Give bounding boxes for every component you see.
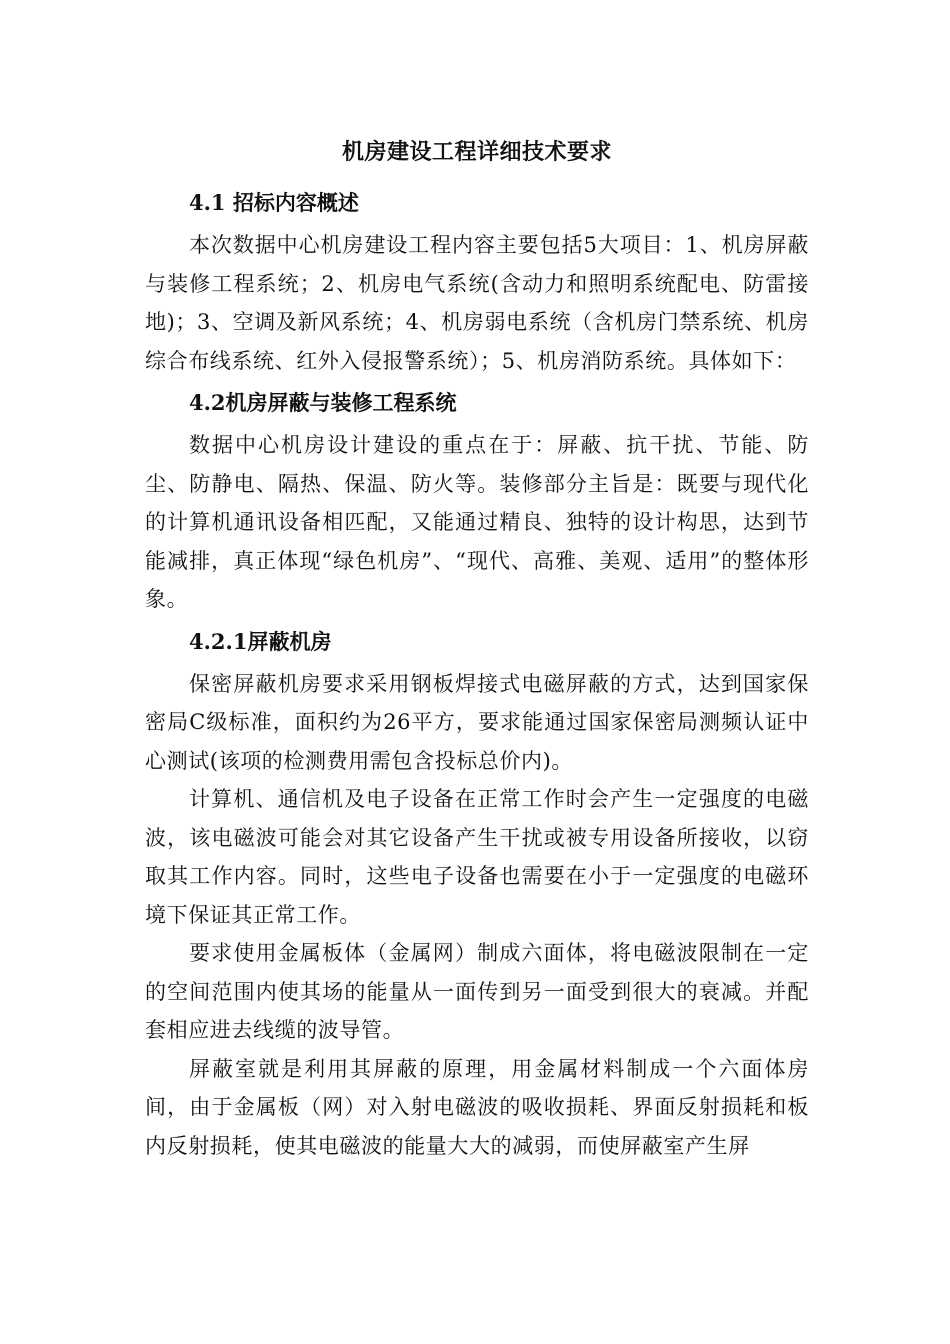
section-heading-4-2: 4.2机房屏蔽与装修工程系统 <box>189 390 457 415</box>
paragraph-electromagnetic-waves: 计算机、通信机及电子设备在正常工作时会产生一定强度的电磁波，该电磁波可能会对其它设备产生干扰或被专用设备所接收，以窃取其工作内容。同时，这些电子设备也需要在小于一定强度的电磁环境下保证其正常工作。 <box>145 787 809 927</box>
paragraph-overview: 本次数据中心机房建设工程内容主要包括5大项目：1、机房屏蔽与装修工程系统；2、机房电气系统(含动力和照明系统配电、防雷接地)；3、空调及新风系统；4、机房弱电系统（含机房门禁系统、机房综合布线系统、红外入侵报警系统）；5、机房消防系统。具体如下： <box>145 233 809 373</box>
paragraph-shielded-room-standard: 保密屏蔽机房要求采用钢板焊接式电磁屏蔽的方式，达到国家保密局C级标准，面积约为26平方，要求能通过国家保密局测频认证中心测试(该项的检测费用需包含投标总价内)。 <box>145 671 809 773</box>
document-title: 机房建设工程详细技术要求 <box>341 139 612 165</box>
section-heading-4-2-1: 4.2.1屏蔽机房 <box>189 628 332 654</box>
section-heading-4-1: 4.1 招标内容概述 <box>189 190 359 215</box>
paragraph-shielding-decoration: 数据中心机房设计建设的重点在于：屏蔽、抗干扰、节能、防尘、防静电、隔热、保温、防火等。装修部分主旨是：既要与现代化的计算机通讯设备相匹配，又能通过精良、独特的设计构思，达到节能减排，真正体现“绿色机房”、“现代、高雅、美观、适用”的整体形象。 <box>145 433 809 611</box>
paragraph-shielding-principle: 屏蔽室就是利用其屏蔽的原理，用金属材料制成一个六面体房间，由于金属板（网）对入射电磁波的吸收损耗、界面反射损耗和板内反射损耗，使其电磁波的能量大大的减弱，而使屏蔽室产生屏 <box>145 1056 809 1158</box>
document-body <box>145 132 809 1165</box>
paragraph-metal-hexahedron: 要求使用金属板体（金属网）制成六面体，将电磁波限制在一定的空间范围内使其场的能量从一面传到另一面受到很大的衰减。并配套相应进去线缆的波导管。 <box>145 941 809 1042</box>
